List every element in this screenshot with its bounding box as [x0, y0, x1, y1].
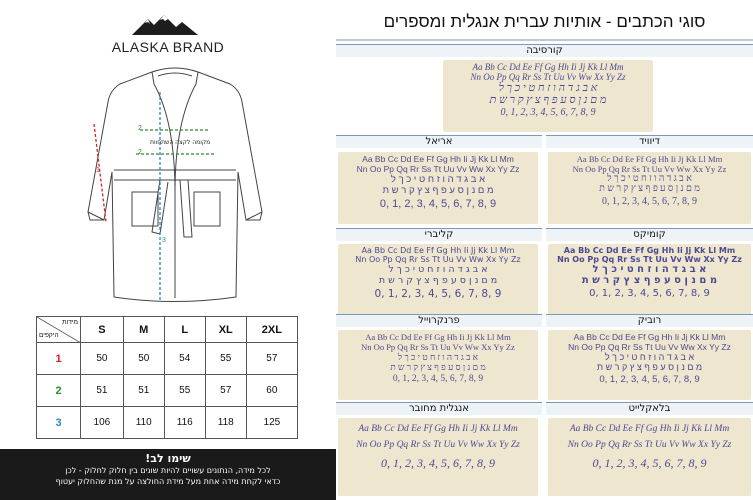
- font-header-arial: אריאל: [336, 135, 542, 148]
- corner-sizes-label: מידות: [62, 319, 78, 326]
- size-header: S: [81, 317, 124, 343]
- font-sample-line: מ ם נ ן ס ע פ ף צ ץ ק ר ש ת: [378, 275, 498, 286]
- notice-banner: [0, 449, 336, 500]
- table-cell: 50: [81, 343, 124, 375]
- font-sample-line: Nn Oo Pp Qq Rr Ss Tt Uu Vv Ww Xx Yy Zz: [557, 255, 742, 264]
- font-sample-line: Nn Oo Pp Qq Rr Ss Tt Uu Vv Ww Xx Yy Zz: [356, 440, 520, 450]
- font-sample-line: Nn Oo Pp Qq Rr Ss Tt Uu Vv Ww Xx Yy Zz: [568, 342, 731, 352]
- font-sample-line: 0, 1, 2, 3, 4, 5, 6, 7, 8, 9: [379, 198, 497, 210]
- font-sample-line: 0, 1, 2, 3, 4, 5, 6, 7, 8, 9: [589, 288, 710, 299]
- size-header-row: [37, 317, 298, 343]
- font-sample-comics: [548, 244, 751, 317]
- font-sample-line: א ב ג ד ה ו ז ח ט י כ ך ל: [604, 352, 695, 362]
- mountains-icon: [130, 14, 200, 36]
- font-sample-line: 0, 1, 2, 3, 4, 5, 6, 7, 8, 9: [599, 374, 700, 385]
- measure-label: מקומה לקצה השתחוות: [150, 139, 211, 146]
- page-title: סוגי הכתבים - אותיות עברית אנגלית ומספרים: [383, 12, 706, 31]
- size-chart-panel: [0, 0, 336, 500]
- font-sample-line: Aa Bb Cc Dd Ee Ff Gg Hh Ii Jj Kk Ll Mm: [365, 332, 511, 342]
- font-sample-line: Aa Bb Cc Dd Ee Ff Gg Hh Ii Jj Kk Ll Mm: [362, 154, 514, 164]
- size-header: 2XL: [246, 317, 297, 343]
- table-row: [37, 407, 298, 439]
- notice-title: שימו לב!: [145, 452, 191, 465]
- table-cell: 55: [205, 343, 246, 375]
- font-sample-line: 0, 1, 2, 3, 4, 5, 6, 7, 8, 9: [374, 288, 502, 300]
- brand-name: ALASKA BRAND: [111, 39, 225, 55]
- font-sample-line: Nn Oo Pp Qq Rr Ss Tt Uu Vv Ww Xx Yy Zz: [470, 72, 626, 82]
- font-sample-calibri: [338, 244, 538, 317]
- font-sample-line: Aa Bb Cc Dd Ee Ff Gg Hh Ii Jj Kk Ll Mm: [563, 246, 736, 255]
- svg-text:1: 1: [96, 167, 100, 174]
- font-header-blackletter: בלאקלייט: [546, 402, 753, 415]
- table-cell: 57: [205, 375, 246, 407]
- font-sample-line: א ב ג ד ה ו ז ח ט י כ ך ל: [607, 174, 692, 184]
- svg-text:3: 3: [162, 237, 166, 244]
- robe-illustration: [80, 62, 270, 312]
- font-sample-line: Aa Bb Cc Dd Ee Ff Gg Hh Ii Jj Kk Ll Mm: [361, 246, 515, 255]
- corner-circumference-label: היקפים: [39, 332, 59, 339]
- table-cell: 110: [123, 407, 164, 439]
- font-sample-line: Nn Oo Pp Qq Rr Ss Tt Uu Vv Ww Xx Yy Zz: [572, 164, 727, 174]
- font-sample-line: א ב ג ד ה ו ז ח ט י כ ך ל: [388, 264, 488, 275]
- font-sample-line: 0, 1, 2, 3, 4, 5, 6, 7, 8, 9: [381, 456, 495, 470]
- font-sample-line: Aa Bb Cc Dd Ee Ff Gg Hh Ii Jj Kk Ll Mm: [573, 332, 726, 342]
- font-sample-line: Nn Oo Pp Qq Rr Ss Tt Uu Vv Ww Xx Yy Zz: [361, 342, 515, 352]
- table-cell: 118: [205, 407, 246, 439]
- font-sample-line: א ב ג ד ה ו ז ח ט י כ ך ל: [390, 174, 486, 185]
- font-header-cursive: קורסיבה: [336, 44, 753, 57]
- font-sample-line: א ב ג ד ה ו ז ח ט י כ ך ל: [498, 82, 598, 94]
- font-sample-blackletter: [548, 418, 751, 496]
- svg-text:2: 2: [138, 149, 142, 156]
- font-sample-line: מ ם נ ן ס ע פ ף צ ץ ק ר ש ת: [599, 184, 700, 194]
- size-header: L: [164, 317, 205, 343]
- size-header: M: [123, 317, 164, 343]
- table-row: [37, 343, 298, 375]
- font-header-english-connected: אנגלית מחובר: [336, 402, 542, 415]
- font-sample-line: Nn Oo Pp Qq Rr Ss Tt Uu Vv Ww Xx Yy Zz: [355, 255, 521, 264]
- font-sample-david: [548, 152, 751, 224]
- font-header-calibri: קליברי: [336, 228, 542, 241]
- font-sample-line: מ ם נ ן ס ע פ ף צ ץ ק ר ש ת: [382, 185, 494, 196]
- font-sample-english-connected: [338, 418, 538, 496]
- font-sample-line: מ ם נ ן ס ע פ ף צ ץ ק ר ש ת: [581, 275, 718, 286]
- table-cell: 57: [246, 343, 297, 375]
- svg-text:2: 2: [138, 125, 142, 132]
- font-sample-line: Aa Bb Cc Dd Ee Ff Gg Hh Ii Jj Kk Ll Mm: [358, 424, 518, 434]
- font-header-frankruhl: פרנקרוייל: [336, 314, 542, 327]
- size-corner-cell: [37, 317, 81, 343]
- font-sample-line: א ב ג ד ה ו ז ח ט י כ ך ל: [592, 264, 707, 275]
- font-header-rubik: רוביק: [546, 314, 753, 327]
- font-sample-line: Aa Bb Cc Dd Ee Ff Gg Hh Ii Jj Kk Ll Mm: [569, 424, 730, 434]
- font-sample-line: מ ם נ ן ס ע פ ף צ ץ ק ר ש ת: [596, 362, 703, 372]
- font-sample-line: Aa Bb Cc Dd Ee Ff Gg Hh Ii Jj Kk Ll Mm: [472, 62, 624, 72]
- row-label: 1: [37, 343, 81, 375]
- font-sample-line: 0, 1, 2, 3, 4, 5, 6, 7, 8, 9: [500, 107, 596, 118]
- row-label: 2: [37, 375, 81, 407]
- font-sample-cursive: [443, 60, 653, 132]
- font-types-panel: [336, 0, 753, 500]
- font-sample-line: Nn Oo Pp Qq Rr Ss Tt Uu Vv Ww Xx Yy Zz: [567, 440, 732, 450]
- font-header-comics: קומיקס: [546, 228, 753, 241]
- font-header-david: דיוויד: [546, 135, 753, 148]
- row-label: 3: [37, 407, 81, 439]
- font-sample-line: 0, 1, 2, 3, 4, 5, 6, 7, 8, 9: [592, 456, 707, 470]
- divider: [336, 39, 753, 41]
- notice-line: לכל מידה, הנתונים עשויים להיות שונים בין חלוק לחלוק - לכן: [65, 466, 271, 475]
- table-cell: 55: [164, 375, 205, 407]
- font-sample-line: מ ם נ ן ס ע פ ף צ ץ ק ר ש ת: [489, 94, 607, 106]
- table-row: [37, 375, 298, 407]
- size-table: [36, 316, 298, 439]
- notice-line: כדאי לקחת מידה אחת מעל מידת החולצה על מנת שהחלוק יעטוף: [55, 477, 281, 486]
- font-sample-line: Nn Oo Pp Qq Rr Ss Tt Uu Vv Ww Xx Yy Zz: [356, 164, 520, 174]
- font-sample-rubik: [548, 330, 751, 400]
- font-sample-line: מ ם נ ן ס ע פ ף צ ץ ק ר ש ת: [390, 362, 486, 372]
- font-sample-frankruhl: [338, 330, 538, 400]
- font-sample-line: Aa Bb Cc Dd Ee Ff Gg Hh Ii Jj Kk Ll Mm: [576, 154, 723, 164]
- table-cell: 54: [164, 343, 205, 375]
- table-cell: 106: [81, 407, 124, 439]
- table-cell: 51: [81, 375, 124, 407]
- font-sample-line: 0, 1, 2, 3, 4, 5, 6, 7, 8, 9: [602, 196, 697, 207]
- size-header: XL: [205, 317, 246, 343]
- font-sample-arial: [338, 152, 538, 224]
- table-cell: 116: [164, 407, 205, 439]
- table-cell: 125: [246, 407, 297, 439]
- table-cell: 51: [123, 375, 164, 407]
- font-sample-line: א ב ג ד ה ו ז ח ט י כ ך ל: [397, 352, 479, 362]
- table-cell: 60: [246, 375, 297, 407]
- font-sample-line: 0, 1, 2, 3, 4, 5, 6, 7, 8, 9: [392, 374, 484, 384]
- table-cell: 50: [123, 343, 164, 375]
